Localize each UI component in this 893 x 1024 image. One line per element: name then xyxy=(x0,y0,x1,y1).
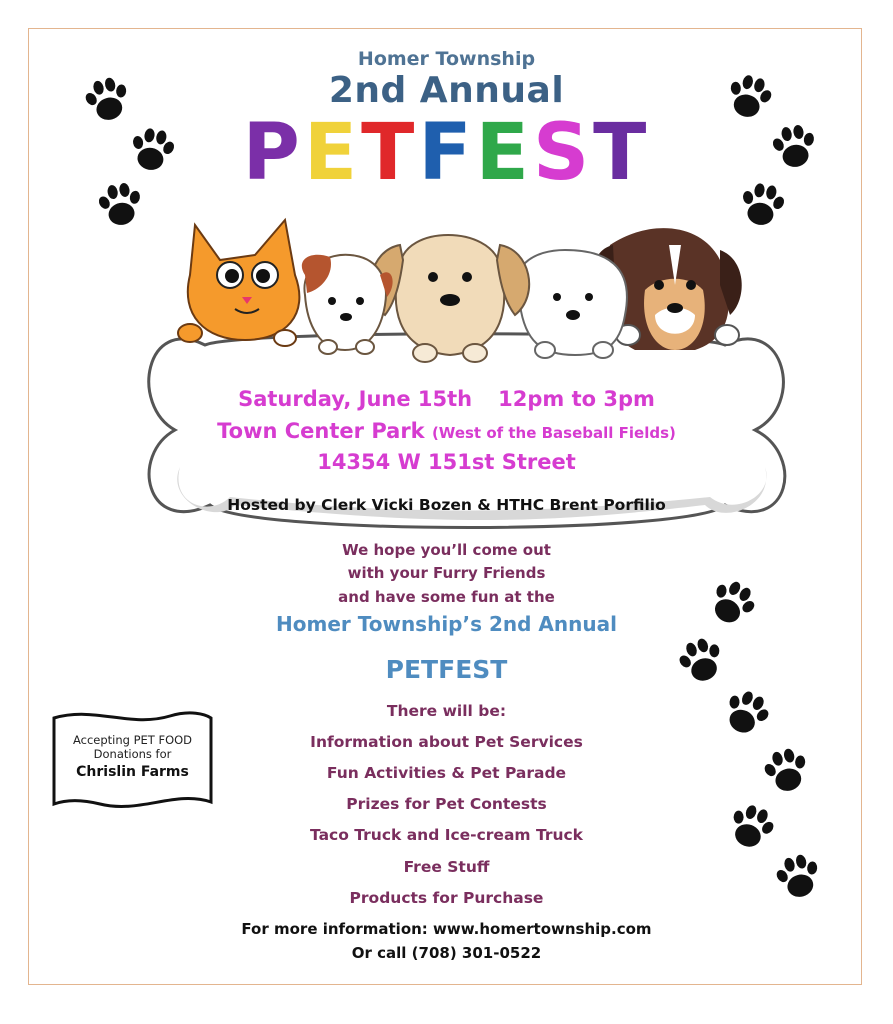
donation-recipient: Chrislin Farms xyxy=(76,764,189,780)
petfest-letter: T xyxy=(361,108,419,198)
features-intro: There will be: xyxy=(386,702,507,720)
donation-banner-text xyxy=(50,733,215,780)
event-address: 14354 W 151st Street xyxy=(317,450,576,474)
venue-note: (West of the Baseball Fields) xyxy=(431,424,676,442)
website-line: For more information: www.homertownship.com xyxy=(241,920,652,938)
petfest-title xyxy=(0,108,893,198)
feature-item: Free Stuff xyxy=(403,858,490,876)
invite-line: with your Furry Friends xyxy=(347,564,546,582)
event-time: 12pm to 3pm xyxy=(498,387,655,411)
event-name: PETFEST xyxy=(385,655,508,684)
feature-item: Fun Activities & Pet Parade xyxy=(326,764,567,782)
petfest-letter: E xyxy=(475,108,533,198)
invite-line: and have some fun at the xyxy=(338,588,555,606)
pets-on-bone-illustration xyxy=(135,205,795,545)
edition-heading: 2nd Annual xyxy=(328,70,565,111)
event-venue xyxy=(0,419,893,443)
petfest-letter: P xyxy=(242,108,304,198)
petfest-letter: T xyxy=(593,108,651,198)
invite-line: We hope you’ll come out xyxy=(342,541,551,559)
event-date: Saturday, June 15th xyxy=(238,387,473,411)
invite-headline: Homer Township’s 2nd Annual xyxy=(276,612,617,636)
event-date-time xyxy=(0,387,893,411)
feature-item: Prizes for Pet Contests xyxy=(346,795,547,813)
venue-name: Town Center Park xyxy=(217,419,425,443)
feature-item: Taco Truck and Ice-cream Truck xyxy=(310,826,583,844)
feature-item: Products for Purchase xyxy=(349,889,544,907)
petfest-letter: F xyxy=(418,108,476,198)
hosted-by: Hosted by Clerk Vicki Bozen & HTHC Brent Porfilio xyxy=(227,496,666,514)
donation-line: Accepting PET FOOD xyxy=(72,733,193,747)
feature-item: Information about Pet Services xyxy=(310,733,583,751)
phone-line: Or call (708) 301-0522 xyxy=(351,944,542,962)
petfest-letter: E xyxy=(303,108,362,198)
organization-name: Homer Township xyxy=(357,48,536,70)
petfest-letter: S xyxy=(532,108,594,198)
donation-line: Donations for xyxy=(93,747,172,761)
